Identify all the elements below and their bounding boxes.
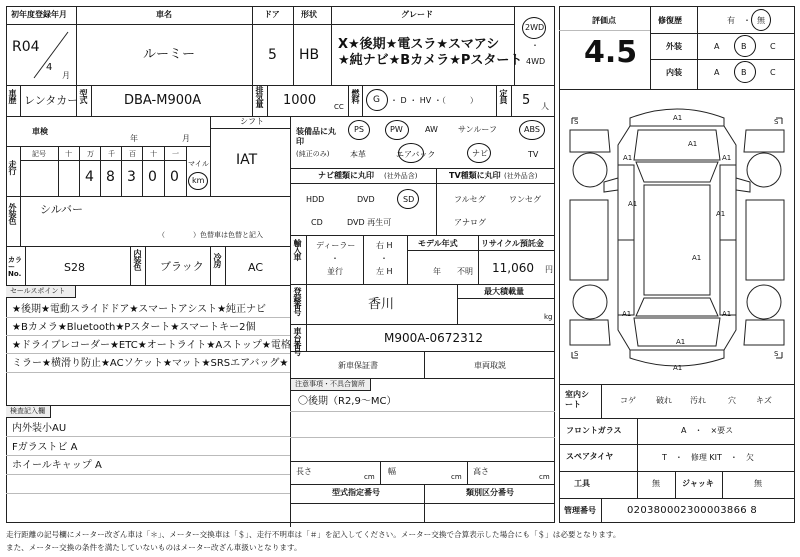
interior-label: 内装	[666, 68, 682, 77]
digit-label-4: 十	[150, 150, 157, 158]
shaken-month-unit: 月	[182, 134, 190, 143]
tv-fullseg: フルセグ	[454, 195, 486, 204]
equipment-sunroof: サンルーフ	[458, 125, 497, 134]
divider	[407, 250, 555, 251]
divider	[225, 246, 226, 285]
color-no: S28	[64, 261, 85, 274]
width-unit: cm	[451, 473, 462, 481]
divider	[363, 235, 364, 284]
divider	[407, 235, 408, 284]
divider	[436, 168, 437, 235]
inspector-line-1: 内外装小AU	[12, 423, 67, 434]
tv-label: TV種類に丸印	[449, 171, 501, 180]
divider	[252, 85, 253, 116]
divider	[130, 246, 131, 285]
notes-value: 〇後期（R2,9〜MC）	[298, 396, 397, 407]
import-label: 輸入車	[293, 239, 302, 260]
vehicle-class: レンタカー	[24, 94, 79, 107]
door-label: ドア	[264, 10, 280, 19]
car-name: ルーミー	[143, 47, 196, 62]
model-label: 型式	[79, 89, 88, 103]
repair-dot: ・	[743, 16, 751, 25]
divider	[290, 116, 291, 527]
digit-label-5: 一	[172, 150, 179, 158]
divider	[6, 196, 290, 197]
car-name-label: 車名	[156, 10, 172, 19]
divider	[25, 246, 26, 285]
interior-color: ブラック	[160, 260, 204, 273]
divider	[290, 437, 555, 438]
recycle-label: リサイクル預託金	[481, 239, 544, 248]
divider	[290, 411, 555, 412]
divider	[306, 235, 307, 284]
divider	[467, 461, 468, 484]
score-label: 評価点	[592, 16, 616, 25]
shift-label: シフト	[240, 117, 264, 126]
shaken-label: 車検	[32, 127, 48, 136]
registration-value: 香川	[368, 297, 395, 312]
damage-label-right-door: A1	[716, 210, 726, 218]
jack-value: 無	[754, 479, 762, 488]
spare-tire-value: T ・ 修理 KIT ・ 欠	[662, 453, 754, 462]
damage-label-trunk: A1	[676, 338, 686, 346]
capacity-value: 5	[522, 93, 531, 108]
divider	[293, 6, 294, 85]
shift-value: IAT	[236, 152, 258, 168]
windshield-label: フロントガラス	[566, 426, 622, 435]
damage-label-roof: A1	[692, 254, 702, 262]
divider	[6, 335, 290, 336]
recycle-value: 11,060	[492, 261, 534, 275]
notes-label: 注意事項・不具合箇所	[295, 380, 365, 388]
interior-b: B	[741, 68, 747, 77]
grade-line2: ★純ナビ★Bカメラ★Pスタート	[338, 53, 523, 68]
exterior-a: A	[714, 42, 720, 51]
length-unit: cm	[364, 473, 375, 481]
shape-value: HB	[299, 47, 320, 63]
capacity-label: 定員	[499, 89, 508, 103]
navi-label: ナビ種類に丸印	[318, 171, 374, 180]
equipment-leather: 本革	[350, 150, 366, 159]
chassis-value: M900A-0672312	[384, 331, 483, 345]
navi-dvd: DVD	[357, 195, 375, 204]
divider	[290, 461, 555, 462]
divider	[145, 246, 146, 285]
exterior-color: シルバー	[40, 203, 83, 216]
sales-point-label: セールスポイント	[10, 287, 66, 295]
new-car-warranty: 新車保証書	[338, 361, 378, 370]
exterior-b: B	[741, 42, 747, 51]
divider	[511, 85, 512, 116]
registration-label: 登録番号	[293, 287, 302, 315]
divider	[362, 85, 363, 116]
divider	[6, 246, 290, 247]
tv-analog: アナログ	[454, 218, 486, 227]
first-reg-era: R04	[12, 39, 40, 55]
model-year-unit: 年	[433, 267, 441, 276]
class-label: 類別区分番号	[466, 488, 514, 497]
divider	[697, 6, 698, 89]
drive-dot: ・	[531, 41, 539, 50]
grade-line1: X★後期★電スラ★スマアシ	[338, 37, 500, 52]
divider	[559, 384, 795, 385]
divider	[290, 235, 555, 236]
first-reg-month: 4	[46, 62, 53, 73]
divider	[6, 372, 290, 373]
divider	[6, 24, 514, 25]
footer-note-2: また、メーター交換の条件を満たしていないものはメーター改ざん車扱いとなります。	[6, 543, 302, 552]
import-dot-2: ・	[380, 254, 388, 263]
km-label: km	[192, 176, 205, 185]
car-damage-diagram	[560, 90, 794, 380]
divider	[142, 146, 143, 196]
spare-tire-label: スペアタイヤ	[566, 452, 614, 461]
divider	[290, 284, 555, 285]
equipment-label: 装備品に丸印	[296, 127, 336, 147]
displacement-unit: CC	[334, 103, 344, 111]
fuel-options: ・ D ・ HV ・（ ）	[390, 96, 478, 105]
recycle-yen: 円	[545, 265, 553, 274]
type-cert-label: 型式指定番号	[332, 488, 380, 497]
kigo-label: 記号	[32, 150, 46, 158]
width-label: 幅	[388, 467, 396, 476]
inspector-line-2: Fガラストビ A	[12, 442, 78, 453]
import-right: 右 H	[376, 241, 393, 250]
divider	[601, 384, 602, 418]
fuel-g: G	[373, 95, 380, 105]
interior-c: C	[770, 68, 776, 77]
control-number: 020380002300003866 8	[627, 505, 758, 516]
tv-oneseg: ワンセグ	[509, 195, 541, 204]
left-panel-frame	[6, 6, 555, 523]
equipment-tv: TV	[528, 150, 539, 159]
divider	[424, 351, 425, 378]
divider	[496, 85, 497, 116]
model-year-unknown: 不明	[457, 267, 473, 276]
navi-sub: (社外品含)	[384, 172, 418, 180]
interior-seat-label: 室内シート	[565, 390, 589, 410]
first-reg-label: 初年度登録年月	[11, 10, 67, 19]
wheel-s-fl: S	[574, 118, 579, 126]
divider	[290, 324, 555, 325]
divider	[290, 183, 555, 184]
divider	[559, 30, 650, 31]
model-year-label: モデル年式	[418, 239, 458, 248]
divider	[559, 471, 795, 472]
shaken-year-unit: 年	[130, 134, 138, 143]
divider	[290, 351, 555, 352]
seat-scratch: キズ	[756, 396, 772, 405]
divider	[650, 59, 795, 60]
divider	[457, 298, 555, 299]
divider	[637, 418, 638, 498]
exterior-label: 外装	[666, 42, 682, 51]
divider	[559, 498, 795, 499]
damage-label-front: A1	[673, 114, 683, 122]
divider	[6, 493, 290, 494]
divider	[650, 33, 795, 34]
import-parallel: 並行	[327, 267, 343, 276]
inspector-label: 検査記入欄	[10, 407, 45, 415]
damage-label-left-rear: A1	[622, 310, 632, 318]
drive-2wd: 2WD	[525, 23, 545, 32]
divider	[20, 146, 21, 196]
drive-4wd: 4WD	[526, 57, 546, 66]
damage-label-right-rear: A1	[722, 310, 732, 318]
equipment-airbag: エアバック	[396, 150, 436, 159]
divider	[478, 235, 479, 284]
length-label: 長さ	[296, 467, 312, 476]
windshield-value: A ・ ×要ス	[681, 426, 734, 435]
import-left: 左 H	[376, 267, 393, 276]
divider	[306, 284, 307, 351]
divider	[20, 196, 21, 246]
wheel-s-rr: S	[774, 350, 779, 358]
equipment-navi: ナビ	[472, 149, 488, 158]
damage-label-rear: A1	[673, 364, 683, 372]
divider	[6, 436, 290, 437]
interior-color-label: 内装色	[133, 249, 142, 270]
digit-label-0: 十	[65, 150, 72, 158]
divider	[290, 484, 555, 485]
displacement-label: 排気量	[255, 86, 264, 107]
score-value: 4.5	[584, 35, 638, 70]
height-label: 高さ	[473, 467, 489, 476]
divider	[76, 6, 77, 85]
divider	[210, 128, 290, 129]
seat-hole: 穴	[728, 396, 736, 405]
divider	[380, 461, 381, 484]
divider	[601, 498, 602, 523]
seat-tear: 破れ	[656, 396, 672, 405]
vehicle-manual: 車両取説	[474, 361, 506, 370]
divider	[290, 168, 555, 169]
month-unit: 月	[62, 71, 70, 80]
divider	[267, 85, 268, 116]
digit-label-1: 万	[87, 150, 94, 158]
divider	[650, 6, 651, 89]
digit-label-3: 百	[129, 150, 136, 158]
tools-label: 工具	[574, 479, 590, 488]
jack-label: ジャッキ	[682, 479, 714, 488]
repair-no: 無	[757, 16, 765, 25]
fuel-label: 燃料	[351, 89, 360, 103]
equipment-pw: PW	[390, 125, 403, 134]
import-dot: ・	[331, 254, 339, 263]
divider	[6, 146, 210, 147]
divider	[121, 146, 122, 196]
divider	[164, 146, 165, 196]
repair-yes: 有	[727, 16, 735, 25]
mileage-digit-3: 3	[127, 169, 136, 185]
displacement-value: 1000	[283, 93, 317, 108]
divider	[6, 85, 555, 86]
ac-label: 冷房	[213, 253, 222, 267]
door-count: 5	[268, 47, 277, 63]
navi-hdd: HDD	[306, 195, 325, 204]
sales-point-line-3: ★ドライブレコーダー★ETC★オートライト★Aストップ★電格	[12, 340, 291, 351]
chassis-label: 車台番号	[293, 327, 302, 355]
divider	[20, 160, 186, 161]
tv-sub: (社外品含)	[504, 172, 538, 180]
divider	[252, 6, 253, 85]
exterior-c: C	[770, 42, 776, 51]
equipment-abs: ABS	[524, 125, 540, 134]
import-dealer: ディーラー	[316, 241, 356, 250]
repaint-note: （ ）色替車は色替と記入	[158, 231, 263, 239]
divider	[91, 85, 92, 116]
control-number-label: 管理番号	[564, 506, 596, 515]
divider	[186, 146, 187, 196]
divider	[424, 484, 425, 523]
mile-label: マイル	[188, 160, 209, 168]
divider	[331, 6, 332, 85]
divider	[210, 246, 211, 285]
exterior-color-label: 外装色	[8, 203, 17, 224]
repair-label: 修復歴	[658, 16, 682, 25]
sales-point-line-1: ★後期★電動スライドドア★スマートアシスト★純正ナビ	[12, 304, 267, 315]
navi-sd: SD	[403, 195, 415, 204]
damage-label-hood: A1	[688, 140, 698, 148]
sales-point-line-2: ★Bカメラ★Bluetooth★Pスタート★スマートキー2個	[12, 322, 256, 333]
inspector-line-3: ホイールキャップ A	[12, 460, 102, 471]
damage-label-left-door: A1	[628, 200, 638, 208]
model-value: DBA-M900A	[124, 93, 202, 108]
max-load-label: 最大積載量	[484, 287, 524, 296]
equipment-aw: AW	[425, 125, 438, 134]
mileage-digit-2: 8	[106, 169, 115, 185]
mileage-digit-4: 0	[148, 169, 157, 185]
damage-label-left-front: A1	[623, 154, 633, 162]
equipment-sub: (純正のみ)	[296, 150, 330, 158]
equipment-ps: PS	[354, 125, 364, 134]
divider	[58, 146, 59, 196]
damage-label-right-front: A1	[722, 154, 732, 162]
wheel-s-rl: S	[574, 350, 579, 358]
divider	[20, 85, 21, 116]
divider	[559, 418, 795, 419]
divider	[514, 6, 515, 85]
interior-a: A	[714, 68, 720, 77]
divider	[457, 284, 458, 324]
divider	[6, 317, 290, 318]
divider	[6, 455, 290, 456]
capacity-unit: 人	[541, 102, 549, 111]
navi-cd: CD	[311, 218, 323, 227]
sales-point-line-4: ミラー★横滑り防止★ACソケット★マット★SRSエアバッグ★	[12, 358, 289, 369]
seat-burn: コゲ	[620, 396, 636, 405]
tools-value: 無	[652, 479, 660, 488]
divider	[6, 353, 290, 354]
divider	[348, 85, 349, 116]
mileage-digit-1: 4	[85, 169, 94, 185]
divider	[675, 471, 676, 498]
divider	[559, 444, 795, 445]
divider	[290, 503, 555, 504]
wheel-s-fr: S	[774, 118, 779, 126]
height-unit: cm	[539, 473, 550, 481]
divider	[6, 116, 555, 117]
max-load-unit: kg	[544, 313, 553, 321]
navi-dvd-play: DVD 再生可	[347, 218, 392, 227]
mileage-digit-5: 0	[170, 169, 179, 185]
digit-label-2: 千	[108, 150, 115, 158]
ac-value: AC	[248, 261, 264, 274]
seat-stain: 汚れ	[690, 396, 706, 405]
footer-note-1: 走行距離の記号欄にメーター改ざん車は「＊」、メーター交換車は「＄」、走行不明車は「＃」を記入してください。メーター交換で合算表示した場合にも「＄」は必要となります。	[6, 530, 621, 539]
vehicle-class-label: 車歴	[8, 89, 17, 103]
mileage-label: 走行	[8, 160, 17, 174]
divider	[100, 146, 101, 196]
divider	[6, 474, 290, 475]
divider	[79, 146, 80, 196]
color-no-label: カラーNo.	[8, 256, 22, 278]
divider	[722, 471, 723, 498]
grade-label: グレード	[401, 10, 433, 19]
shape-label: 形状	[301, 10, 317, 19]
